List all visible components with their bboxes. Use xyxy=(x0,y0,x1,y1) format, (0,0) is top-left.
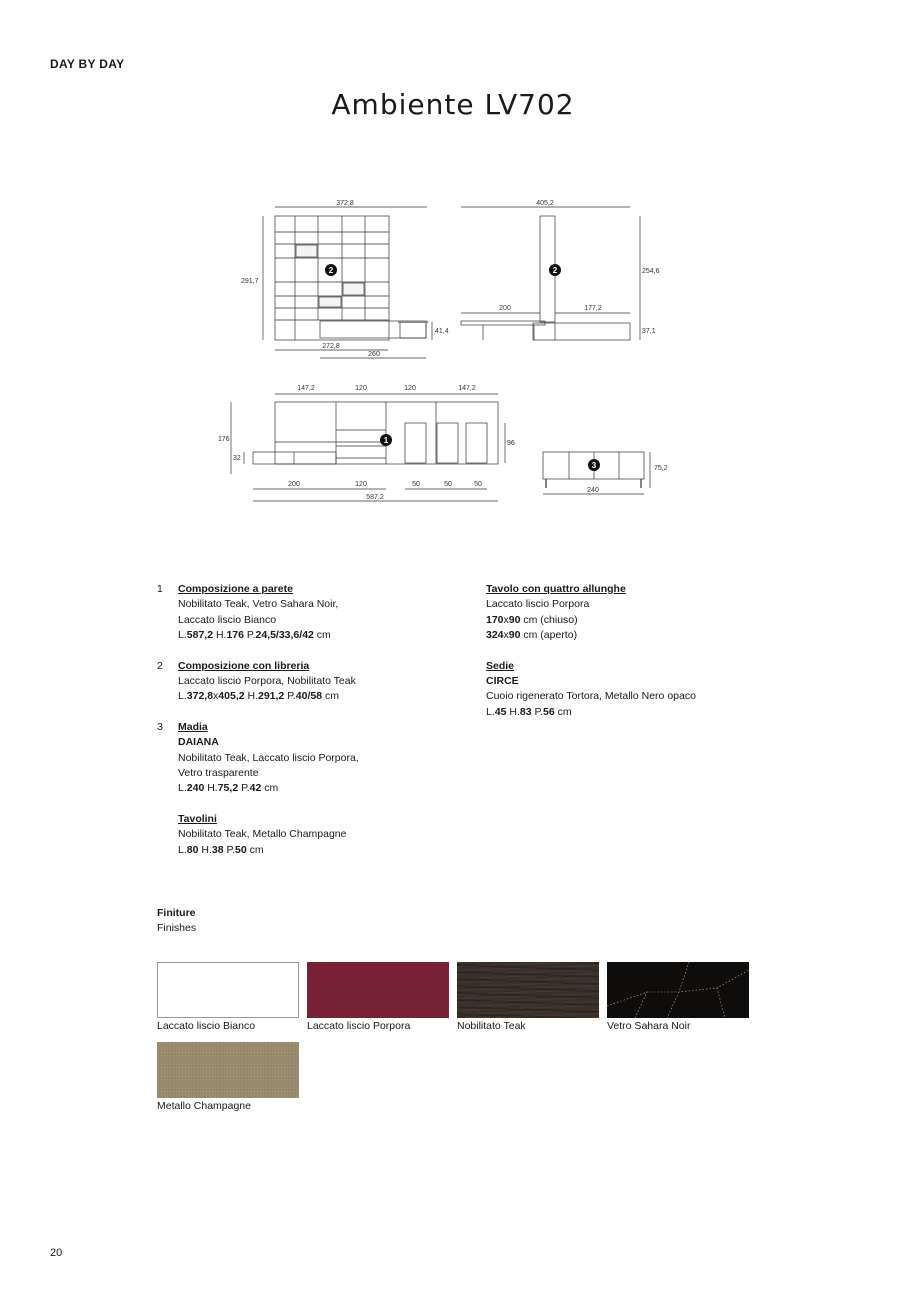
swatch-champagne xyxy=(157,1042,299,1098)
technical-drawings xyxy=(0,0,906,565)
dim-label: 50 xyxy=(474,481,482,488)
product-item xyxy=(486,659,786,721)
product-title: Composizione con libreria xyxy=(178,659,310,672)
dim-label: 147,2 xyxy=(458,385,476,392)
product-model: DAIANA xyxy=(178,736,219,749)
product-item xyxy=(486,582,786,644)
product-material: Laccato liscio Porpora xyxy=(486,598,590,611)
product-title: Tavolo con quattro allunghe xyxy=(486,583,626,595)
item-number: 3 xyxy=(157,720,163,733)
swatch-label: Vetro Sahara Noir xyxy=(607,1020,691,1032)
elevation-left-drawing xyxy=(263,207,432,358)
dim-label: 372,8 xyxy=(336,200,354,207)
dim-label: 50 xyxy=(444,481,452,488)
swatch-porpora xyxy=(307,962,449,1018)
product-size-closed: 170x90 cm (chiuso) xyxy=(486,613,578,626)
product-title: Madia xyxy=(178,720,208,733)
page-number: 20 xyxy=(50,1247,63,1259)
marker-3: 3 xyxy=(591,461,597,470)
product-title: Composizione a parete xyxy=(178,583,293,595)
dim-label: 120 xyxy=(355,385,367,392)
dim-label: 176 xyxy=(218,436,230,443)
dim-label: 41,4 xyxy=(435,328,449,335)
product-item xyxy=(157,720,457,797)
product-material: Nobilitato Teak, Metallo Champagne xyxy=(178,828,347,841)
dim-label: 200 xyxy=(288,481,300,488)
product-material: Nobilitato Teak, Laccato liscio Porpora, xyxy=(178,751,359,764)
item-number: 1 xyxy=(157,583,163,595)
product-dimensions: L.45 H.83 P.56 cm xyxy=(486,705,572,718)
product-item xyxy=(157,659,457,705)
finishes-heading xyxy=(157,906,196,936)
item-number: 2 xyxy=(157,659,163,672)
dim-label: 37,1 xyxy=(642,328,656,335)
page-title: Ambiente LV702 xyxy=(331,88,575,121)
wall-composition-drawing xyxy=(231,394,505,501)
products-left-column xyxy=(157,582,457,873)
product-size-open: 324x90 cm (aperto) xyxy=(486,629,578,642)
products-right-column xyxy=(486,582,786,735)
marker-1: 1 xyxy=(383,436,389,445)
section-label: DAY BY DAY xyxy=(50,57,125,71)
dim-label: 272,8 xyxy=(322,343,340,350)
dim-label: 147,2 xyxy=(297,385,315,392)
swatch-label: Laccato liscio Porpora xyxy=(307,1020,411,1032)
swatch-label: Nobilitato Teak xyxy=(457,1020,526,1032)
marker-2-right: 2 xyxy=(552,266,558,275)
marble-veins xyxy=(607,962,749,1018)
dim-label: 405,2 xyxy=(536,200,554,207)
product-material: Nobilitato Teak, Vetro Sahara Noir, xyxy=(178,598,339,611)
dim-label: 96 xyxy=(507,440,515,447)
swatch-bianco xyxy=(157,962,299,1018)
swatch-teak xyxy=(457,962,599,1018)
dim-label: 75,2 xyxy=(654,465,668,472)
dim-label: 587,2 xyxy=(366,494,384,501)
product-material: Vetro trasparente xyxy=(178,767,259,780)
product-model: CIRCE xyxy=(486,675,519,688)
finishes-subtitle: Finishes xyxy=(157,922,197,934)
swatch-label: Metallo Champagne xyxy=(157,1100,251,1112)
dim-label: 254,6 xyxy=(642,268,660,275)
product-material: Laccato liscio Bianco xyxy=(178,613,277,626)
swatch-label: Laccato liscio Bianco xyxy=(157,1020,256,1032)
dim-label: 120 xyxy=(404,385,416,392)
product-dimensions: L.587,2 H.176 P.24,5/33,6/42 cm xyxy=(178,629,331,642)
dim-label: 291,7 xyxy=(241,278,259,285)
dim-label: 260 xyxy=(368,351,380,358)
dim-label: 240 xyxy=(587,487,599,494)
dim-label: 50 xyxy=(412,481,420,488)
dim-label: 32 xyxy=(233,455,241,462)
marker-2-left: 2 xyxy=(328,266,334,275)
dim-label: 177,2 xyxy=(584,305,602,312)
product-title: Tavolini xyxy=(178,812,217,825)
product-material: Cuoio rigenerato Tortora, Metallo Nero opaco xyxy=(486,690,696,703)
product-dimensions: L.240 H.75,2 P.42 cm xyxy=(178,782,279,795)
product-dimensions: L.80 H.38 P.50 cm xyxy=(178,843,264,856)
product-dimensions: L.372,8x405,2 H.291,2 P.40/58 cm xyxy=(178,690,339,703)
swatch-sahara-noir xyxy=(607,962,749,1018)
finishes-title: Finiture xyxy=(157,907,196,919)
product-item xyxy=(157,582,457,644)
product-item xyxy=(157,812,457,858)
dim-label: 120 xyxy=(355,481,367,488)
product-material: Laccato liscio Porpora, Nobilitato Teak xyxy=(178,675,356,688)
dim-label: 200 xyxy=(499,305,511,312)
product-title: Sedie xyxy=(486,659,515,672)
